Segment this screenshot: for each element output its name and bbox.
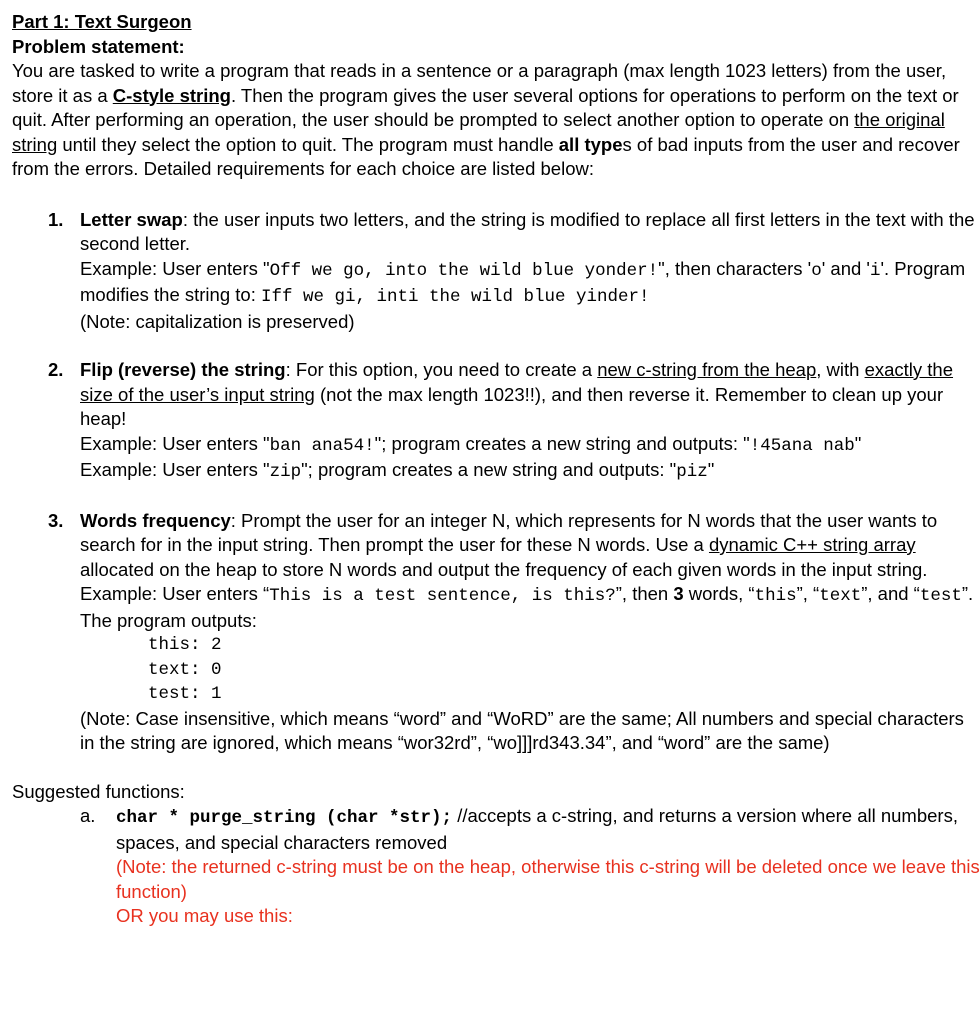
intro-text-1: You are tasked to write a program that reads in a sentence or a paragraph (max length 1023 letters) from the user, store it as a (12, 60, 947, 106)
example-code: text (819, 586, 862, 606)
example-count: 3 (673, 583, 684, 604)
output-line: this: 2 (148, 635, 222, 655)
part-title: Part 1: Text Surgeon (12, 11, 192, 32)
example-code: this (754, 586, 797, 606)
example-text: ”, then (615, 583, 674, 604)
letter-swap-desc (80, 208, 980, 257)
frequency-note: (Note: Case insensitive, which means “word” and “WoRD” are the same; All numbers and special characters in the string are ignored, which means “wor32rd”, “wo]]]rd343.34”, and “word” are the same) (80, 707, 964, 753)
example-text: words, “ (683, 583, 755, 604)
purge-string-desc (116, 804, 980, 855)
example-text: ”, and “ (861, 583, 920, 604)
example-text: ' and ' (821, 257, 870, 279)
function-signature: char * purge_string (char *str); (116, 808, 453, 828)
frequency-text: allocated on the heap to store N words and output the frequency of each given words in the input string. (80, 558, 928, 580)
flip-text: (not the max length 1023!!), and then reverse it. Remember to clean up your heap! (80, 383, 944, 429)
flip-text: , with (816, 359, 865, 380)
example-text: '. Program modifies the string to: (80, 257, 966, 305)
flip-text: : For this option, you need to create a (285, 359, 598, 380)
letter-swap-example (80, 257, 980, 310)
intro-paragraph (12, 59, 980, 182)
output-line: text: 0 (148, 659, 222, 680)
example-text: ", then characters ' (658, 257, 812, 279)
flip-desc (80, 358, 980, 432)
example-code: i (869, 260, 881, 281)
frequency-underlined: dynamic C++ string array (708, 534, 916, 555)
example-text: Example: User enters " (80, 432, 270, 454)
example-text: "; program creates a new string and outputs: " (301, 459, 677, 480)
heap-note: (Note: the returned c-string must be on the heap, otherwise this c-string will be deleted once we leave this function) (116, 856, 980, 902)
flip-example-1 (80, 432, 980, 459)
example-text: " (854, 432, 862, 454)
suggested-heading: Suggested functions: (12, 780, 185, 802)
example-text: "; program creates a new string and outputs: " (374, 432, 750, 454)
example-code: This is a test sentence, is this? (269, 586, 616, 606)
example-code: zip (269, 462, 302, 482)
example-code: piz (676, 462, 708, 482)
intro-text-4: s of bad inputs from the user and recover from the errors. Detailed requirements for each choice are listed below: (12, 133, 960, 179)
letter-swap-text: : the user inputs two letters, and the string is modified to replace all first letters in the text with the second letter. (80, 208, 975, 254)
example-text: Example: User enters " (80, 459, 270, 480)
example-code: ban ana54! (269, 435, 375, 456)
problem-heading: Problem statement: (12, 35, 185, 57)
example-text: ”, “ (796, 583, 820, 604)
flip-title: Flip (reverse) the string (80, 359, 286, 380)
example-text: ”. The program outputs: (80, 583, 974, 631)
frequency-desc (80, 509, 980, 583)
intro-text-2: . Then the program gives the user several options for operations to perform on the text or quit. After performing an operation, the user should be prompted to select another option to operate on (12, 84, 959, 130)
example-text: Example: User enters “ (80, 583, 270, 604)
flip-underlined: new c-string from the heap (597, 359, 817, 380)
example-text: Example: User enters " (80, 257, 270, 279)
item-number: 2. (48, 359, 64, 380)
item-letter: a. (80, 805, 96, 826)
alternative-note: OR you may use this: (116, 905, 293, 926)
frequency-title: Words frequency (80, 509, 231, 531)
flip-example-2 (80, 458, 980, 485)
example-text: " (707, 459, 715, 480)
example-code: o (811, 260, 822, 281)
item-letter-swap (12, 208, 980, 335)
frequency-text: : Prompt the user for an integer N, which represents for N words that the user wants to search for in the input string. Then prompt the user for these N words. Use a (80, 509, 938, 555)
item-flip-string (12, 358, 980, 485)
letter-swap-note: (Note: capitalization is preserved) (80, 310, 355, 332)
frequency-example (80, 582, 980, 633)
letter-swap-title: Letter swap (80, 208, 183, 230)
function-comment: //accepts a c-string, and returns a version where all numbers, spaces, and special characters removed (116, 805, 958, 853)
all-types-term: all type (558, 133, 623, 155)
item-number: 3. (48, 509, 64, 531)
intro-text-3: until they select the option to quit. The program must handle (57, 133, 559, 155)
suggested-item-a (12, 804, 980, 929)
item-number: 1. (48, 208, 64, 230)
flip-underlined: exactly the size of the user’s input string (80, 359, 954, 405)
item-words-frequency (12, 509, 980, 756)
example-code: !45ana nab (749, 435, 855, 456)
example-code: test (919, 586, 962, 606)
original-string-term: the original string (12, 109, 945, 155)
output-line: test: 1 (148, 684, 222, 704)
example-code: Off we go, into the wild blue yonder! (269, 260, 659, 281)
example-code: Iff we gi, inti the wild blue yinder! (260, 287, 650, 307)
cstyle-string-term: C-style string (112, 84, 231, 106)
